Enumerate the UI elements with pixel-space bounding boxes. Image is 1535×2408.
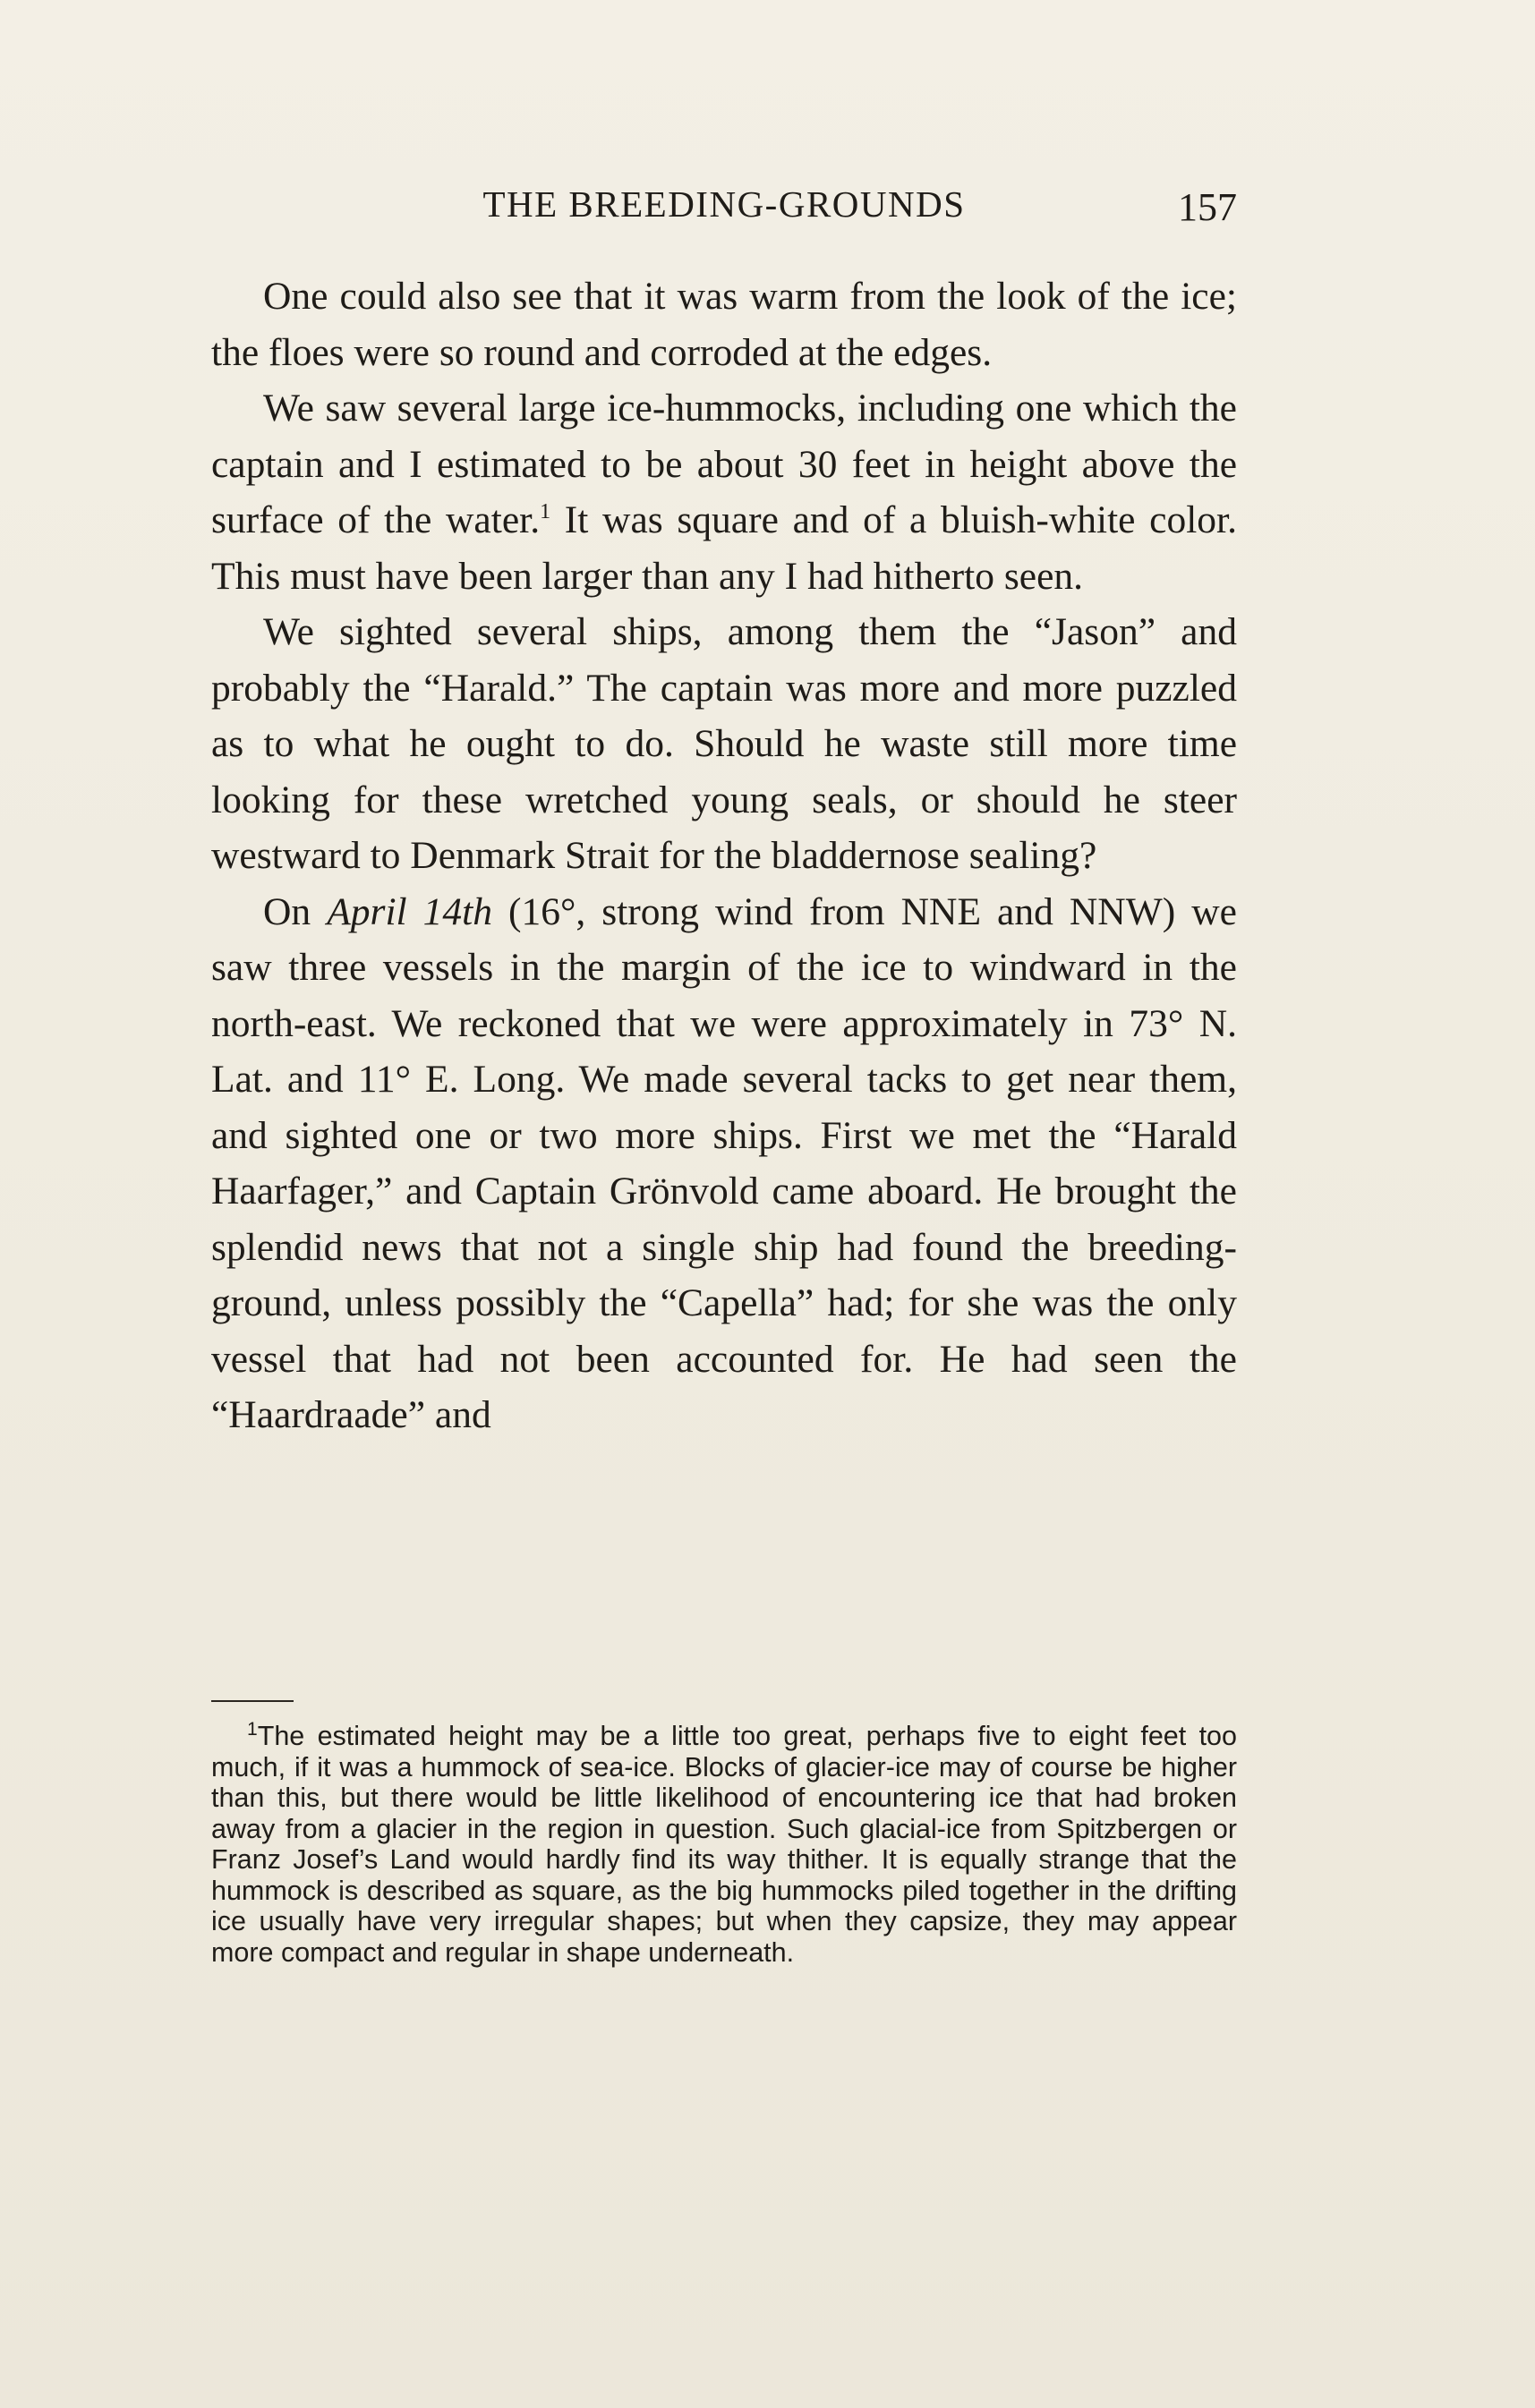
page-header [211, 183, 1237, 236]
paragraph-2 [211, 380, 1237, 604]
body-text [211, 268, 1237, 1443]
footnote-text: The estimated height may be a little too great, perhaps five to eight feet too much, if it was a hummock of sea-ice. Blocks of glacier-ice may of course be higher than this, but there would be little likelihood of encountering ice that had broken away from a glacier in the region in question. Such glacial-ice from Spitzbergen or Franz Josef’s Land would hardly find its way thither. It is equally strange that the hummock is described as square, as the big hummocks piled together in the drifting ice usually have very irregular shapes; but when they capsize, they may appear more compact and regular in shape underneath. [211, 1721, 1237, 1968]
paragraph-2-rest: It was square and of a bluish-white color. This must have been larger than any I had hitherto seen. [211, 498, 1238, 598]
footnote-number: 1 [247, 1719, 258, 1740]
footnote-divider [211, 1700, 294, 1702]
paragraph-1: One could also see that it was warm from the look of the ice; the floes were so round and corroded at the edges. [211, 275, 1237, 374]
footnote-marker: 1 [540, 500, 551, 523]
date-italic: April 14th [327, 889, 492, 933]
paragraph-4 [211, 884, 1237, 1443]
paragraph-2-text: We saw several large ice-hummocks, including one which the captain and I estimated to be about 30 feet in height above the surface of the water. [211, 387, 1237, 541]
footnotes [211, 1721, 1237, 1968]
paragraph-4-start: On [263, 889, 328, 933]
paragraph-4-rest: (16°, strong wind from NNE and NNW) we saw three vessels in the margin of the ice to windward in the north-east. We reckoned that we were approximately in 73° N. Lat. and 11° E. Long. We made several tacks to get near them, and sighted one or two more ships. First we met the “Harald Haarfager,” and Captain Grönvold came aboard. He brought the splendid news that not a single ship had found the breeding-ground, unless possibly the “Capella” had; for she was the only vessel that had not been accounted for. He had seen the “Haardraade” and [211, 889, 1237, 1436]
footnote-1 [211, 1721, 1237, 1968]
page-number: 157 [1178, 185, 1237, 229]
paragraph-3: We sighted several ships, among them the “Jason” and probably the “Harald.” The captain was more and more puzzled as to what he ought to do. Should he waste still more time looking for these wretched young seals, or should he steer westward to Denmark Strait for the bladdernose sealing? [211, 610, 1237, 877]
running-head: THE BREEDING-GROUNDS [482, 183, 966, 225]
